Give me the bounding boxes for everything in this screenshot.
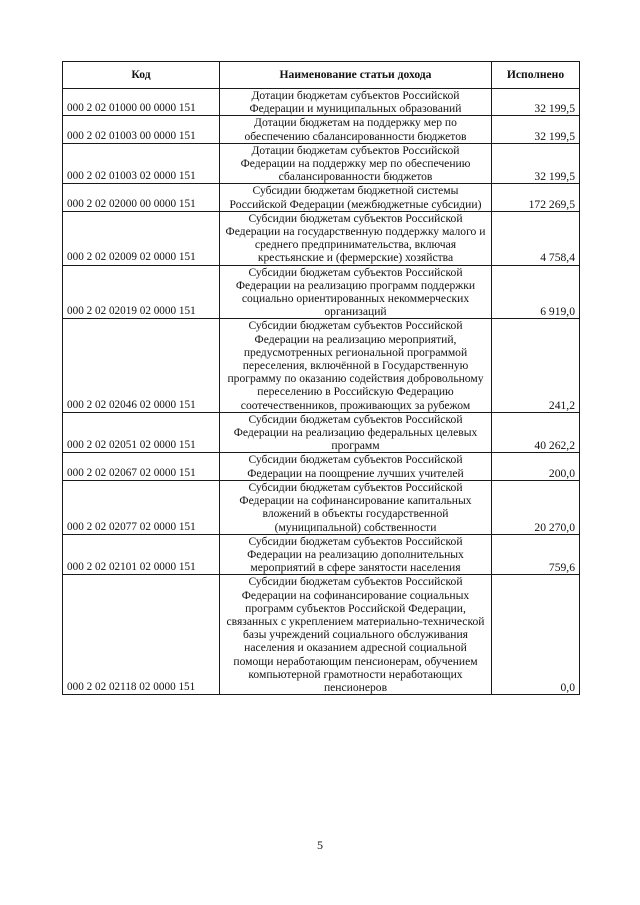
row-code: 000 2 02 02051 02 0000 151: [63, 412, 220, 453]
row-code: 000 2 02 02046 02 0000 151: [63, 319, 220, 412]
row-code: 000 2 02 02077 02 0000 151: [63, 480, 220, 534]
row-value: 0,0: [492, 575, 580, 695]
table-row: [63, 534, 580, 575]
row-name: Субсидии бюджетам бюджетной системы Российской Федерации (межбюджетные субсидии): [220, 184, 492, 211]
row-code: 000 2 02 02118 02 0000 151: [63, 575, 220, 695]
table-row: [63, 211, 580, 265]
row-name: Дотации бюджетам субъектов Российской Федерации на поддержку мер по обеспечению сбалансированности бюджетов: [220, 143, 492, 184]
row-name: Субсидии бюджетам субъектов Российской Федерации на реализацию дополнительных мероприятий в сфере занятости населения: [220, 534, 492, 575]
table-body: [63, 89, 580, 695]
row-code: 000 2 02 02101 02 0000 151: [63, 534, 220, 575]
row-code: 000 2 02 02067 02 0000 151: [63, 453, 220, 480]
row-code: 000 2 02 01000 00 0000 151: [63, 89, 220, 116]
row-value: 4 758,4: [492, 211, 580, 265]
table-row: [63, 412, 580, 453]
row-code: 000 2 02 01003 02 0000 151: [63, 143, 220, 184]
table-row: [63, 480, 580, 534]
header-code: Код: [63, 62, 220, 89]
row-name: Субсидии бюджетам субъектов Российской Федерации на софинансирование социальных программ субъектов Российской Федерации, связанных с укреплением материально-технической базы учреждений социального обслуживания населения и оказанием адресной социальной помощи неработающим пенсионерам, обучением компьютерной грамотности неработающих пенсионеров: [220, 575, 492, 695]
row-name: Субсидии бюджетам субъектов Российской Федерации на реализацию мероприятий, предусмотренных региональной программой переселения, включённой в Государственную программу по оказанию содействия добровольному переселению в Российскую Федерацию соотечественников, проживающих за рубежом: [220, 319, 492, 412]
table-row: [63, 184, 580, 211]
row-name: Субсидии бюджетам субъектов Российской Федерации на поощрение лучших учителей: [220, 453, 492, 480]
table-row: [63, 319, 580, 412]
page-number: 5: [317, 838, 323, 852]
table-row: [63, 89, 580, 116]
row-name: Субсидии бюджетам субъектов Российской Федерации на софинансирование капитальных вложений в объекты государственной (муниципальной) собственности: [220, 480, 492, 534]
row-name: Дотации бюджетам субъектов Российской Федерации и муниципальных образований: [220, 89, 492, 116]
row-value: 32 199,5: [492, 116, 580, 143]
header-value: Исполнено: [492, 62, 580, 89]
table-row: [63, 453, 580, 480]
table-row: [63, 143, 580, 184]
row-code: 000 2 02 01003 00 0000 151: [63, 116, 220, 143]
table-row: [63, 116, 580, 143]
row-value: 200,0: [492, 453, 580, 480]
header-row: [63, 62, 580, 89]
row-name: Субсидии бюджетам субъектов Российской Федерации на реализацию федеральных целевых программ: [220, 412, 492, 453]
row-code: 000 2 02 02009 02 0000 151: [63, 211, 220, 265]
table-header: [63, 62, 580, 89]
row-value: 241,2: [492, 319, 580, 412]
row-code: 000 2 02 02019 02 0000 151: [63, 265, 220, 319]
row-code: 000 2 02 02000 00 0000 151: [63, 184, 220, 211]
row-value: 40 262,2: [492, 412, 580, 453]
header-name: Наименование статьи дохода: [220, 62, 492, 89]
row-name: Дотации бюджетам на поддержку мер по обеспечению сбалансированности бюджетов: [220, 116, 492, 143]
row-value: 32 199,5: [492, 143, 580, 184]
row-value: 759,6: [492, 534, 580, 575]
row-value: 20 270,0: [492, 480, 580, 534]
row-name: Субсидии бюджетам субъектов Российской Федерации на государственную поддержку малого и среднего предпринимательства, включая крестьянские и (фермерские) хозяйства: [220, 211, 492, 265]
table-row: [63, 575, 580, 695]
row-value: 32 199,5: [492, 89, 580, 116]
row-value: 172 269,5: [492, 184, 580, 211]
row-name: Субсидии бюджетам субъектов Российской Федерации на реализацию программ поддержки социально ориентированных некоммерческих организаций: [220, 265, 492, 319]
row-value: 6 919,0: [492, 265, 580, 319]
revenue-table: [62, 61, 580, 695]
table-row: [63, 265, 580, 319]
